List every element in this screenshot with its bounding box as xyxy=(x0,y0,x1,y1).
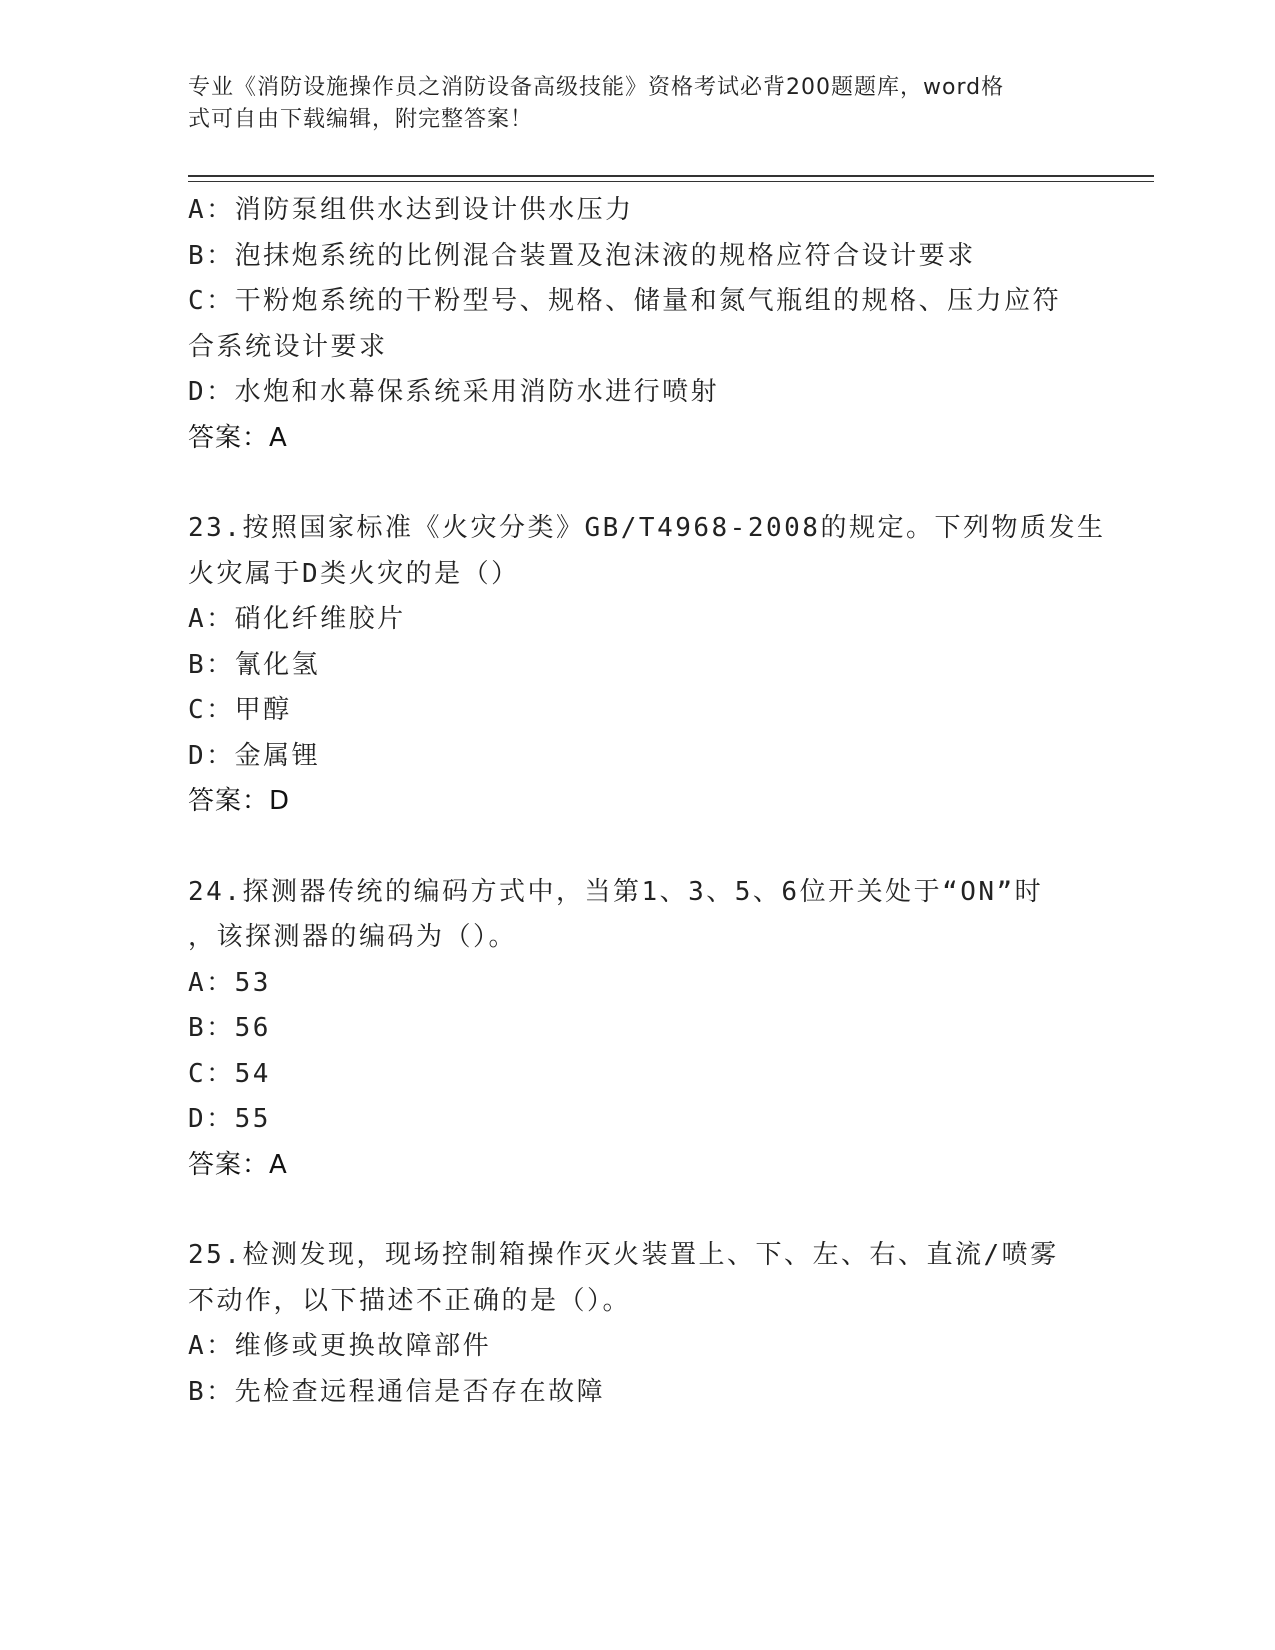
header-divider-thin xyxy=(188,181,1154,182)
spacer xyxy=(188,825,1088,870)
question-list xyxy=(188,188,1106,1415)
question-text: 25.检测发现，现场控制箱操作灭火装置上、下、左、右、直流/喷雾 xyxy=(188,1240,1059,1270)
option-a: A：硝化纤维胶片 xyxy=(188,604,406,634)
question-25 xyxy=(188,1233,1088,1415)
question-22 xyxy=(188,188,1088,461)
option-b: B：先检查远程通信是否存在故障 xyxy=(188,1376,606,1407)
document-header xyxy=(188,72,1068,136)
header-divider-thick xyxy=(188,175,1154,177)
option-d: D：水炮和水幕保系统采用消防水进行喷射 xyxy=(188,377,720,407)
question-text: 23.按照国家标准《火灾分类》GB/T4968-2008的规定。下列物质发生 xyxy=(188,513,1106,543)
question-23 xyxy=(188,506,1106,825)
option-d: D：金属锂 xyxy=(188,740,321,771)
option-a: A：53 xyxy=(188,967,271,998)
question-24 xyxy=(188,870,1088,1189)
answer: 答案：A xyxy=(188,1149,288,1180)
option-a: A：消防泵组供水达到设计供水压力 xyxy=(188,195,634,225)
option-c: C：54 xyxy=(188,1058,271,1089)
answer: 答案：D xyxy=(188,786,291,816)
question-text-continued: 火灾属于D类火灾的是（） xyxy=(188,558,520,589)
option-c: C：干粉炮系统的干粉型号、规格、储量和氮气瓶组的规格、压力应符 xyxy=(188,286,1062,316)
option-b: B：56 xyxy=(188,1013,271,1043)
spacer xyxy=(188,461,1088,506)
question-text-continued: 不动作，以下描述不正确的是（）。 xyxy=(188,1285,632,1316)
option-b: B：泡抹炮系统的比例混合装置及泡沫液的规格应符合设计要求 xyxy=(188,240,976,271)
header-line-2: 式可自由下载编辑，附完整答案！ xyxy=(188,107,534,132)
option-a: A：维修或更换故障部件 xyxy=(188,1331,492,1361)
option-d: D：55 xyxy=(188,1104,271,1134)
spacer xyxy=(188,1188,1088,1233)
option-b: B：氰化氢 xyxy=(188,649,321,680)
option-c-continued: 合系统设计要求 xyxy=(188,331,388,362)
question-text: 24.探测器传统的编码方式中，当第1、3、5、6位开关处于“ON”时 xyxy=(188,876,1044,907)
answer: 答案：A xyxy=(188,422,288,453)
question-text-continued: ，该探测器的编码为（）。 xyxy=(188,922,518,952)
header-line-1: 专业《消防设施操作员之消防设备高级技能》资格考试必背200题题库，word格 xyxy=(188,75,1005,100)
option-c: C：甲醇 xyxy=(188,695,292,725)
